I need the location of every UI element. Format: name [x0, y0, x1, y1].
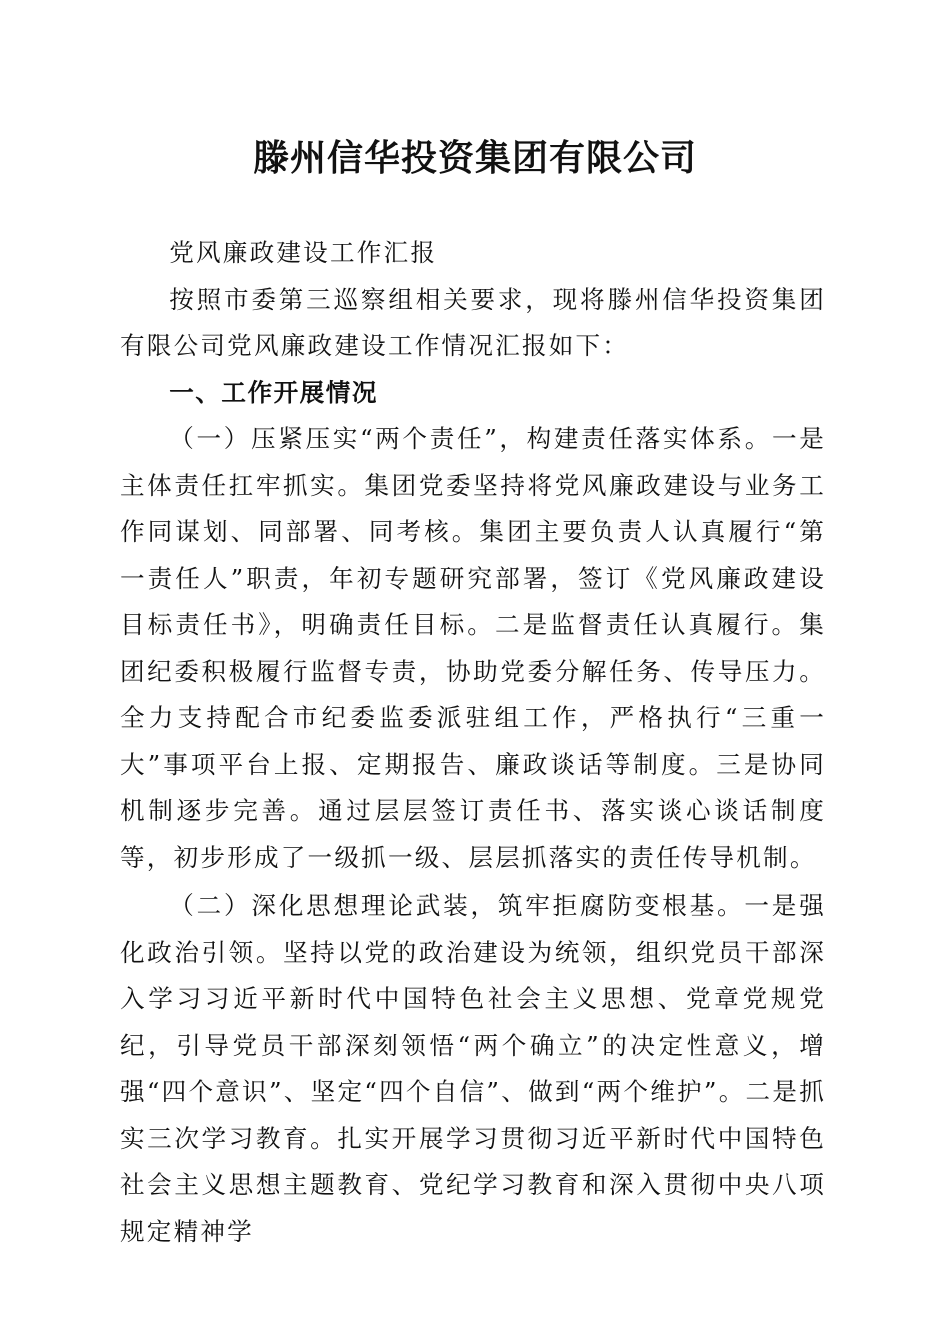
intro-paragraph: 按照市委第三巡察组相关要求，现将滕州信华投资集团有限公司党风廉政建设工作情况汇报如下： [120, 284, 826, 360]
document-title: 滕州信华投资集团有限公司 [252, 137, 697, 179]
document-body [120, 230, 826, 1255]
paragraph-responsibility: （一）压紧压实“两个责任”，构建责任落实体系。一是主体责任扛牢抓实。集团党委坚持将党风廉政建设与业务工作同谋划、同部署、同考核。集团主要负责人认真履行“第一责任人”职责，年初专题研究部署，签订《党风廉政建设目标责任书》，明确责任目标。二是监督责任认真履行。集团纪委积极履行监督专责，协助党委分解任务、传导压力。全力支持配合市纪委监委派驻组工作，严格执行“三重一大”事项平台上报、定期报告、廉政谈话等制度。三是协同机制逐步完善。通过层层签订责任书、落实谈心谈话制度等，初步形成了一级抓一级、层层抓落实的责任传导机制。 [120, 424, 826, 872]
paragraph-ideology: （二）深化思想理论武装，筑牢拒腐防变根基。一是强化政治引领。坚持以党的政治建设为统领，组织党员干部深入学习习近平新时代中国特色社会主义思想、党章党规党纪，引导党员干部深刻领悟“两个确立”的决定性意义，增强“四个意识”、坚定“四个自信”、做到“两个维护”。二是抓实三次学习教育。扎实开展学习贯彻习近平新时代中国特色社会主义思想主题教育、党纪学习教育和深入贯彻中央八项规定精神学 [120, 891, 826, 1246]
section-heading: 一、工作开展情况 [169, 377, 378, 407]
document-subtitle: 党风廉政建设工作汇报 [169, 238, 438, 267]
